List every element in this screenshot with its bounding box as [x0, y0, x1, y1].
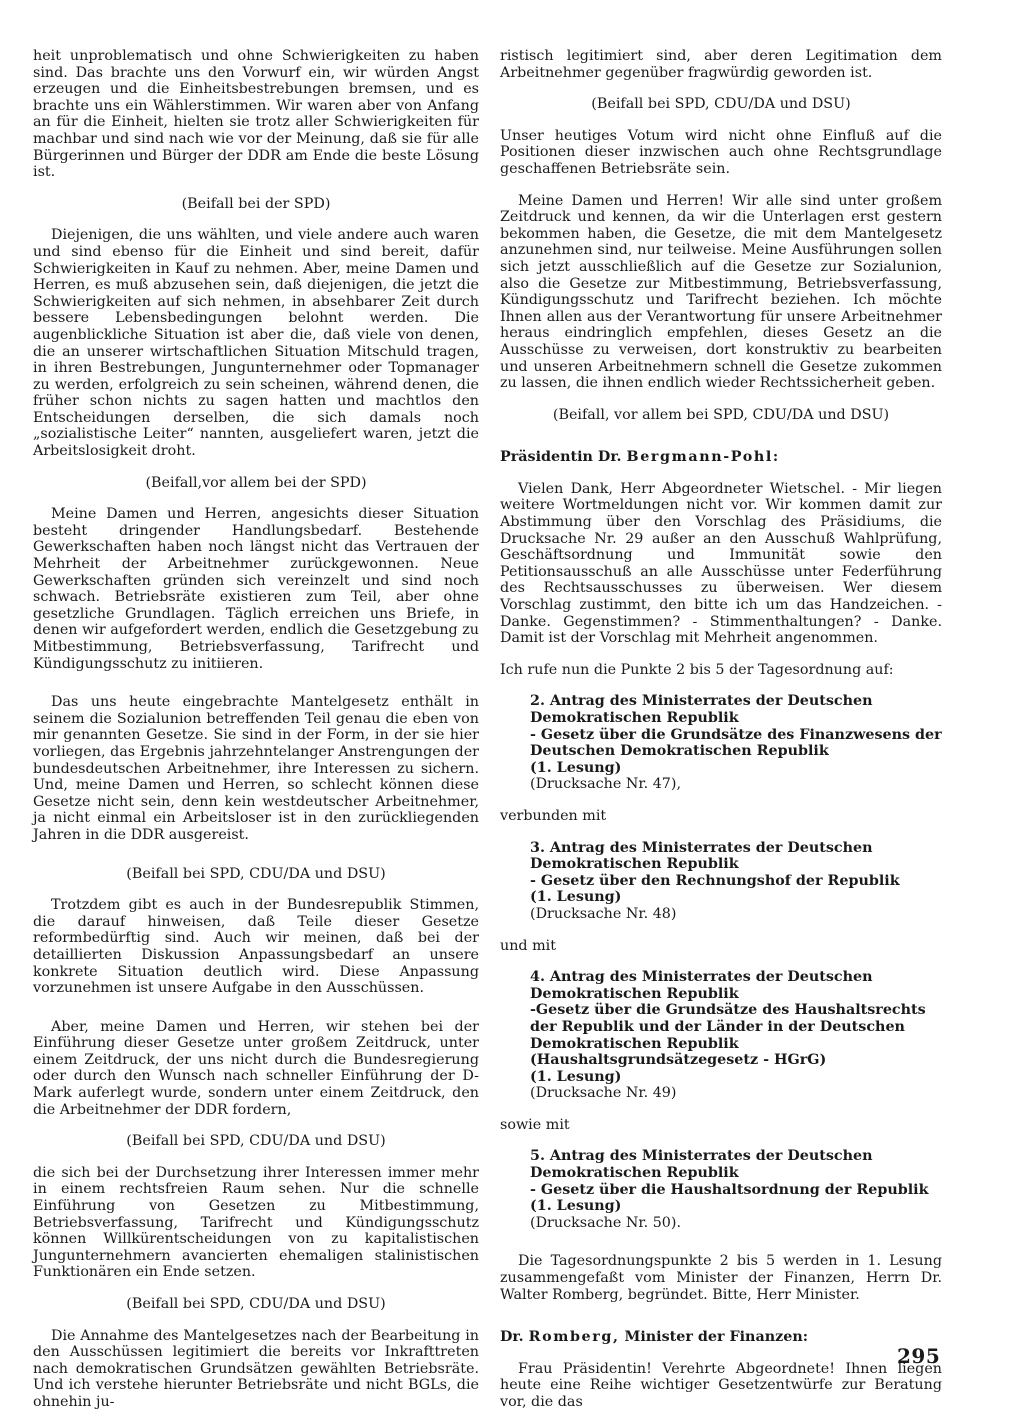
paragraph: Trotzdem gibt es auch in der Bundesrepublik Stimmen, die darauf hinweisen, daß Teile dieser Gesetze reformbedürftig sind. Auch wir meinen, daß bei der detaillierten Diskussion Anpassungsbedarf an unsere konkrete Situation deutlich wird. Diese Anpassung vorzunehmen ist unsere Aufgabe in den Ausschüssen. — [33, 897, 479, 997]
paragraph: Die Tagesordnungspunkte 2 bis 5 werden in 1. Lesung zusammengefaßt vom Minister der Finanzen, Herrn Dr. Walter Romberg, begründet. Bitte, Herr Minister. — [500, 1253, 942, 1303]
paragraph: Vielen Dank, Herr Abgeordneter Wietschel. - Mir liegen weitere Wortmeldungen nicht vor. Wir kommen damit zur Abstimmung über den Vorschlag des Präsidiums, die Drucksache Nr. 29 außer an den Ausschuß Wahlprüfung, Geschäftsordnung und Immunität sowie den Petitionsausschuß an alle Ausschüsse unter Federführung des Rechtsausschusses zu überweisen. Wer diesem Vorschlag zustimmt, den bitte ich um das Handzeichen. - Danke. Gegenstimmen? - Stimmenthaltungen? - Danke. Damit ist der Vorschlag mit Mehrheit angenommen. — [500, 480, 942, 647]
agenda-item-law: -Gesetz über die Grundsätze des Haushaltsrechts der Republik und der Länder in der Deutschen Demokratischen Republik (Haushaltsgrundsätzegesetz - HGrG) — [530, 1002, 926, 1069]
agenda-item-title: 2. Antrag des Ministerrates der Deutschen Demokratischen Republik — [530, 693, 873, 726]
speaker-heading — [500, 449, 942, 466]
paragraph: heit unproblematisch und ohne Schwierigkeiten zu haben sind. Das brachte uns den Vorwurf ein, wir würden Angst erzeugen und die Einheitsbestrebungen bremsen, und es brachte uns ein Wählerstimmen. Wir waren aber von Anfang an für die Einheit, hielten sie trotz aller Schwierigkeiten für machbar und sind nach wie vor der Meinung, daß sie für alle Bürgerinnen und Bürger der DDR am Ende die beste Lösung ist. — [33, 48, 479, 181]
agenda-item-title: 5. Antrag des Ministerrates der Deutschen Demokratischen Republik — [530, 1148, 873, 1182]
agenda-item — [530, 693, 942, 793]
agenda-connector: verbunden mit — [500, 807, 607, 824]
paragraph: Aber, meine Damen und Herren, wir stehen bei der Einführung dieser Gesetze unter großem Zeitdruck, unter einem Zeitdruck, der uns nicht durch die Bundesregierung oder durch den Wunsch nach schneller Einführung der D-Mark auferlegt wurde, sondern unter einem Zeitdruck, den die Arbeitnehmer der DDR fordern, — [33, 1018, 479, 1118]
speaker-title: Minister der Finanzen: — [624, 1329, 808, 1346]
paragraph: Frau Präsidentin! Verehrte Abgeordnete! Ihnen liegen heute eine Reihe wichtiger Gesetzentwürfe zur Beratung vor, die das — [500, 1360, 942, 1410]
speaker-name: Bergmann-Pohl: — [626, 449, 780, 466]
applause-note: (Beifall bei der SPD) — [181, 195, 331, 212]
applause-note: (Beifall bei SPD, CDU/DA und DSU) — [126, 1296, 386, 1312]
agenda-item-title: 3. Antrag des Ministerrates der Deutschen Demokratischen Republik — [530, 839, 873, 873]
speaker-role: Dr. — [500, 1329, 524, 1346]
paragraph: Meine Damen und Herren! Wir alle sind unter großem Zeitdruck und kennen, da wir die Unterlagen erst gestern bekommen haben, die Gesetze, die mit dem Mantelgesetz anzunehmen sind, nur teilweise. Meine Ausführungen sollen sich jetzt ausschließlich auf die Gesetze zur Sozialunion, also die Gesetze zur Mitbestimmung, Betriebsverfassung, Kündigungsschutz und Tarifrecht beziehen. Ich möchte Ihnen allen aus der Verantwortung für unsere Arbeitnehmer heraus eindringlich empfehlen, dieses Gesetz an die Ausschüsse zu verweisen, dort konstruktiv zu bearbeiten und unseren Arbeitnehmern schnell die Gesetze zukommen zu lassen, die ihnen endlich wieder Rechtssicherheit geben. — [500, 192, 942, 392]
paragraph: die sich bei der Durchsetzung ihrer Interessen immer mehr in einem rechtsfreien Raum sehen. Nur die schnelle Einführung von Gesetzen zu Mitbestimmung, Betriebsverfassung, Tarifrecht und Kündigungsschutz können Willkürentscheidungen von zu kapitalistischen Jungunternehmern avancierten ehemaligen stalinistischen Funktionären ein Ende setzen. — [33, 1164, 479, 1281]
applause-note: (Beifall,vor allem bei der SPD) — [145, 474, 367, 491]
applause-note: (Beifall bei SPD, CDU/DA und DSU) — [126, 1133, 386, 1150]
speaker-heading — [500, 1329, 942, 1346]
agenda-item — [530, 1148, 942, 1231]
agenda-item-print: (Drucksache Nr. 48) — [530, 905, 677, 922]
paragraph: Das uns heute eingebrachte Mantelgesetz enthält in seinem die Sozialunion betreffenden Teil genau die eben von mir genannten Gesetze. Sie sind in der Form, in der sie hier vorliegen, das Ergebnis jahrzehntelanger Anstrengungen der bundesdeutschen Arbeitnehmer, ihre Interessen zu sichern. Und, meine Damen und Herren, so schlecht können diese Gesetze nicht sein, denn kein westdeutscher Arbeitnehmer, ja nicht einmal ein Arbeitsloser ist in den zurückliegenden Jahren in die DDR ausgereist. — [33, 694, 479, 843]
paragraph: Die Annahme des Mantelgesetzes nach der Bearbeitung in den Ausschüssen legitimiert die bereits vor Inkrafttreten nach demokratischen Grundsätzen gewählten Betriebsräte. Und ich verstehe hierunter Betriebsräte und nicht BGLs, die ohnehin ju- — [33, 1327, 479, 1410]
agenda-item-print: (Drucksache Nr. 50). — [530, 1214, 682, 1231]
agenda-connector: und mit — [500, 937, 556, 954]
agenda-item — [530, 969, 942, 1102]
left-column — [33, 48, 479, 1411]
paragraph: Diejenigen, die uns wählten, und viele andere auch waren und sind ebenso für die Einheit und sind bereit, dafür Schwierigkeiten in Kauf zu nehmen. Aber, meine Damen und Herren, es muß abzusehen sein, daß diejenigen, die jetzt die Schwierigkeiten auf sich nehmen, in absehbarer Zeit durch bessere Lebensbedingungen belohnt werden. Die augenblickliche Situation ist aber die, daß viele von denen, die an unserer wirtschaftlichen Situation Mitschuld tragen, in ihren Bestrebungen, Jungunternehmer oder Topmanager zu werden, erfolgreich zu sein scheinen, während denen, die früher schon nichts zu sagen hatten und machtlos den Entscheidungen derselben, die sich damals noch „sozialistische Leiter“ nannten, ausgeliefert waren, jetzt die Arbeitslosigkeit droht. — [33, 227, 479, 460]
agenda-item-reading: (1. Lesung) — [530, 1198, 622, 1215]
agenda-item — [530, 840, 942, 923]
speaker-name: Romberg, — [528, 1329, 620, 1346]
right-column — [500, 48, 942, 1411]
agenda-item-law: - Gesetz über den Rechnungshof der Republik — [530, 872, 900, 889]
agenda-item-title: 4. Antrag des Ministerrates der Deutschen Demokratischen Republik — [530, 969, 873, 1002]
paragraph: Unser heutiges Votum wird nicht ohne Einfluß auf die Positionen dieser inzwischen auch ohne Rechtsgrundlage geschaffenen Betriebsräte sein. — [500, 127, 942, 177]
agenda-item-reading: (1. Lesung) — [530, 759, 622, 776]
agenda-item-print: (Drucksache Nr. 49) — [530, 1085, 677, 1102]
agenda-item-reading: (1. Lesung) — [530, 1068, 622, 1085]
page-number: 295 — [897, 1344, 941, 1368]
paragraph: Ich rufe nun die Punkte 2 bis 5 der Tagesordnung auf: — [500, 661, 894, 678]
applause-note: (Beifall, vor allem bei SPD, CDU/DA und DSU) — [552, 406, 890, 423]
speaker-role: Präsidentin Dr. — [500, 449, 622, 466]
agenda-item-law: - Gesetz über die Grundsätze des Finanzwesens der Deutschen Demokratischen Republik — [530, 726, 942, 760]
applause-note: (Beifall bei SPD, CDU/DA und DSU) — [126, 865, 386, 882]
agenda-item-law: - Gesetz über die Haushaltsordnung der Republik — [530, 1181, 929, 1198]
paragraph: Meine Damen und Herren, angesichts dieser Situation besteht dringender Handlungsbedarf. Bestehende Gewerkschaften haben noch längst nicht das Vertrauen der Mehrheit der Arbeitnehmer zurückgewonnen. Neue Gewerkschaften gründen sich vereinzelt und sind noch schwach. Betriebsräte existieren zum Teil, aber ohne gesetzliche Grundlagen. Täglich erreichen uns Briefe, in denen wir aufgefordert werden, endlich die Gesetzgebung zu Mitbestimmung, Betriebsverfassung, Tarifrecht und Kündigungsschutz zu initiieren. — [33, 506, 479, 672]
applause-note: (Beifall bei SPD, CDU/DA und DSU) — [591, 96, 851, 113]
paragraph: ristisch legitimiert sind, aber deren Legitimation dem Arbeitnehmer gegenüber fragwürdig geworden ist. — [500, 48, 942, 81]
agenda-connector: sowie mit — [500, 1116, 570, 1133]
agenda-item-print: (Drucksache Nr. 47), — [530, 776, 682, 793]
agenda-item-reading: (1. Lesung) — [530, 889, 622, 906]
